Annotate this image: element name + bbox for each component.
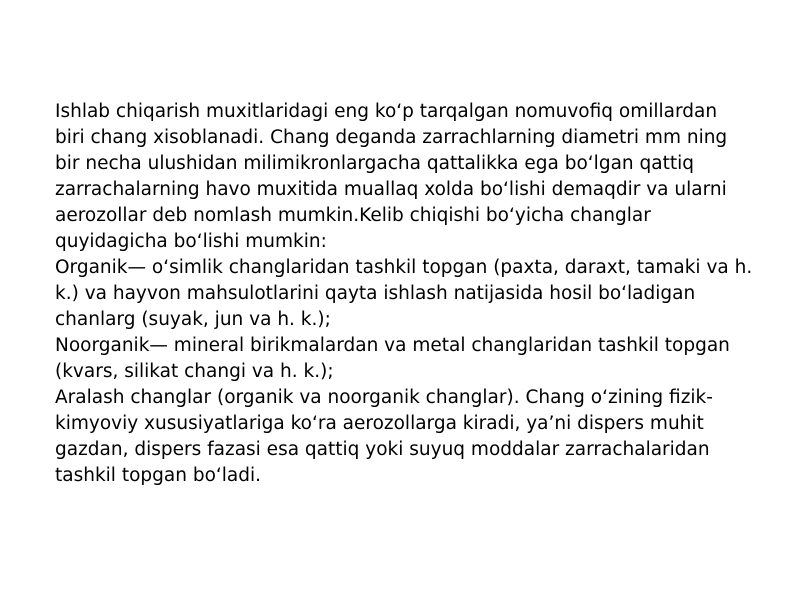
text-line: k.) va hayvon mahsulotlarini qayta ishlash natijasida hosil boʻladigan xyxy=(55,283,696,304)
body-text xyxy=(55,99,775,489)
text-line: kimyoviy xususiyatlariga koʻra aerozollarga kiradi, ya’ni dispers muhit xyxy=(55,413,704,434)
text-line: zarrachalarning havo muxitida muallaq xolda boʻlishi demaqdir va ularni xyxy=(55,179,727,200)
text-line: bir necha ulushidan milimikronlargacha qattalikka ega boʻlgan qattiq xyxy=(55,153,694,174)
text-line: Aralash changlar (organik va noorganik changlar). Chang oʻzining fizik- xyxy=(55,387,713,408)
text-line: tashkil topgan boʻladi. xyxy=(55,465,262,486)
text-line: quyidagicha boʻlishi mumkin: xyxy=(55,231,327,252)
text-line: biri chang xisoblanadi. Chang deganda zarrachlarning diametri mm ning xyxy=(55,127,728,148)
text-line: gazdan, dispers fazasi esa qattiq yoki suyuq moddalar zarrachalaridan xyxy=(55,439,710,460)
text-line: (kvars, silikat changi va h. k.); xyxy=(55,361,334,382)
text-line: Noorganik— mineral birikmalardan va metal changlaridan tashkil topgan xyxy=(55,335,730,356)
text-line: Ishlab chiqarish muxitlaridagi eng koʻp tarqalgan nomuvofiq omillardan xyxy=(55,101,718,122)
text-line: aerozollar deb nomlash mumkin.Kelib chiqishi boʻyicha changlar xyxy=(55,205,651,226)
text-line: chanlarg (suyak, jun va h. k.); xyxy=(55,309,331,330)
text-line: Organik— oʻsimlik changlaridan tashkil topgan (paxta, daraxt, tamaki va h. xyxy=(55,257,753,278)
